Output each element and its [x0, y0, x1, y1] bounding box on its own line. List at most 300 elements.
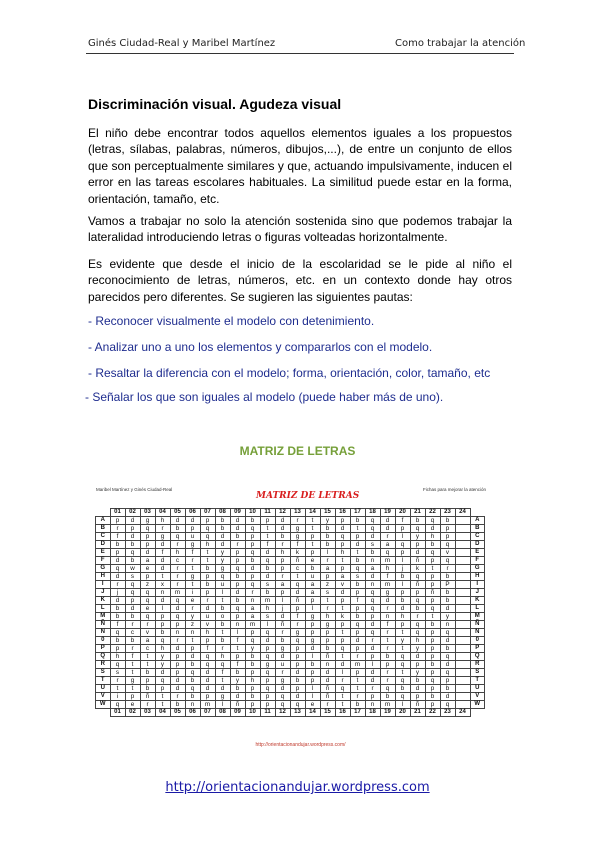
matrix-letter-cell: d — [110, 573, 125, 581]
matrix-letter-cell: s — [350, 573, 365, 581]
matrix-letter-cell: r — [110, 581, 125, 589]
matrix-letter-cell: d — [275, 517, 290, 525]
matrix-letter-cell: ñ — [425, 589, 440, 597]
matrix-column-label: 10 — [245, 709, 260, 717]
matrix-letter-cell: g — [305, 613, 320, 621]
matrix-letter-cell: g — [290, 629, 305, 637]
matrix-letter-cell — [455, 605, 470, 613]
matrix-letter-cell: q — [140, 589, 155, 597]
matrix-letter-cell: p — [410, 661, 425, 669]
matrix-letter-cell: b — [260, 565, 275, 573]
matrix-letter-cell: h — [245, 677, 260, 685]
matrix-letter-cell: q — [365, 517, 380, 525]
matrix-letter-cell: r — [245, 589, 260, 597]
matrix-letter-cell: t — [125, 661, 140, 669]
matrix-letter-cell: d — [155, 565, 170, 573]
matrix-row-label: N — [96, 629, 111, 637]
matrix-letter-cell: q — [125, 549, 140, 557]
matrix-letter-cell: s — [365, 541, 380, 549]
matrix-letter-cell: b — [230, 669, 245, 677]
matrix-row-label: Ñ — [470, 621, 485, 629]
matrix-letter-cell: j — [275, 605, 290, 613]
matrix-letter-cell: g — [275, 645, 290, 653]
matrix-letter-cell: t — [125, 669, 140, 677]
matrix-letter-cell: d — [275, 685, 290, 693]
matrix-letter-cell: b — [275, 637, 290, 645]
guideline-item: - Resaltar la diferencia con el modelo; forma, orientación, color, tamaño, etc — [88, 366, 491, 380]
matrix-row-label: U — [96, 685, 111, 693]
matrix-column-label: 05 — [170, 509, 185, 517]
matrix-letter-cell: d — [260, 573, 275, 581]
matrix-letter-cell: q — [200, 661, 215, 669]
matrix-letter-cell: ñ — [140, 693, 155, 701]
matrix-letter-cell: p — [230, 549, 245, 557]
matrix-letter-cell: s — [260, 613, 275, 621]
matrix-letter-cell: p — [350, 605, 365, 613]
matrix-letter-cell: r — [380, 677, 395, 685]
matrix-letter-cell: p — [185, 525, 200, 533]
matrix-letter-cell: p — [440, 533, 455, 541]
matrix-column-label: 21 — [410, 709, 425, 717]
matrix-letter-cell: f — [110, 533, 125, 541]
matrix-letter-cell: t — [335, 693, 350, 701]
matrix-letter-cell: g — [260, 661, 275, 669]
matrix-letter-cell: y — [215, 557, 230, 565]
matrix-letter-cell: ñ — [230, 701, 245, 709]
matrix-letter-cell: p — [260, 645, 275, 653]
matrix-letter-cell: p — [230, 613, 245, 621]
matrix-letter-cell: w — [125, 565, 140, 573]
matrix-letter-cell: n — [185, 629, 200, 637]
matrix-letter-cell: q — [185, 669, 200, 677]
matrix-row-label: I — [470, 581, 485, 589]
matrix-letter-cell: t — [320, 597, 335, 605]
matrix-column-label: 07 — [200, 709, 215, 717]
header-divider — [86, 53, 514, 54]
matrix-letter-cell: d — [200, 669, 215, 677]
matrix-letter-cell: P — [440, 581, 455, 589]
matrix-letter-cell: u — [215, 581, 230, 589]
matrix-letter-cell: q — [365, 525, 380, 533]
matrix-letter-cell: d — [230, 517, 245, 525]
matrix-column-label: 24 — [455, 509, 470, 517]
matrix-letter-cell: p — [440, 525, 455, 533]
matrix-letter-cell: f — [155, 549, 170, 557]
matrix-row-label: C — [470, 533, 485, 541]
matrix-letter-cell: d — [185, 653, 200, 661]
matrix-letter-cell: q — [440, 557, 455, 565]
matrix-letter-cell: r — [350, 693, 365, 701]
matrix-row-label: A — [96, 517, 111, 525]
matrix-letter-cell: q — [350, 565, 365, 573]
matrix-letter-cell: t — [290, 573, 305, 581]
matrix-letter-cell: r — [380, 629, 395, 637]
matrix-column-label: 17 — [350, 509, 365, 517]
matrix-letter-cell: d — [215, 541, 230, 549]
matrix-letter-cell: o — [215, 613, 230, 621]
matrix-letter-cell: g — [290, 533, 305, 541]
matrix-letter-cell: g — [305, 637, 320, 645]
matrix-letter-cell: r — [320, 557, 335, 565]
matrix-row — [96, 669, 485, 677]
matrix-letter-cell — [455, 581, 470, 589]
matrix-letter-cell: q — [110, 629, 125, 637]
matrix-letter-cell: r — [215, 645, 230, 653]
matrix-letter-cell: b — [230, 533, 245, 541]
matrix-letter-cell: d — [125, 605, 140, 613]
matrix-letter-cell: d — [230, 525, 245, 533]
matrix-letter-cell: d — [275, 525, 290, 533]
matrix-letter-cell: q — [395, 541, 410, 549]
matrix-letter-cell: q — [440, 701, 455, 709]
matrix-letter-cell: t — [185, 581, 200, 589]
matrix-letter-cell: y — [155, 661, 170, 669]
matrix-letter-cell: p — [410, 693, 425, 701]
matrix-letter-cell: q — [425, 605, 440, 613]
matrix-letter-cell: p — [125, 597, 140, 605]
matrix-letter-cell: f — [380, 573, 395, 581]
matrix-letter-cell: t — [335, 629, 350, 637]
matrix-letter-cell: b — [125, 541, 140, 549]
matrix-letter-cell: q — [215, 573, 230, 581]
matrix-letter-cell: p — [335, 541, 350, 549]
paragraph-intro: El niño debe encontrar todos aquellos elementos iguales a los propuestos (letras, sílabas, palabras, números, dibujos,...), de entre un conjunto de ellos que son perceptualmente similares y que, actuando impulsivamente, inducen el error en las tareas escolares habituales. La similitud puede estar en la forma, orientación, tamaño, etc. — [88, 126, 512, 206]
matrix-row-label: S — [96, 669, 111, 677]
matrix-letter-cell: z — [140, 581, 155, 589]
matrix-row-label: P — [470, 645, 485, 653]
matrix-letter-cell: r — [110, 677, 125, 685]
matrix-letter-cell: p — [140, 573, 155, 581]
matrix-letter-cell: l — [320, 549, 335, 557]
matrix-letter-cell — [455, 557, 470, 565]
matrix-letter-cell: b — [305, 565, 320, 573]
matrix-letter-cell: r — [290, 621, 305, 629]
matrix-letter-cell: p — [350, 645, 365, 653]
matrix-row — [96, 661, 485, 669]
matrix-letter-cell: b — [410, 517, 425, 525]
matrix-letter-cell: c — [290, 565, 305, 573]
matrix-letter-cell: t — [215, 629, 230, 637]
matrix-letter-cell: p — [350, 533, 365, 541]
matrix-row-label: H — [470, 573, 485, 581]
matrix-letter-cell: r — [170, 573, 185, 581]
matrix-letter-cell: v — [440, 549, 455, 557]
matrix-letter-cell: y — [410, 533, 425, 541]
matrix-letter-cell: ñ — [320, 693, 335, 701]
matrix-letter-cell: h — [410, 637, 425, 645]
matrix-letter-cell: e — [185, 597, 200, 605]
matrix-letter-cell: a — [305, 589, 320, 597]
matrix-letter-cell: p — [290, 605, 305, 613]
matrix-row — [96, 685, 485, 693]
matrix-letter-cell: p — [350, 589, 365, 597]
matrix-row — [96, 629, 485, 637]
matrix-letter-cell: t — [395, 669, 410, 677]
matrix-letter-cell: p — [125, 525, 140, 533]
matrix-row-label: T — [470, 677, 485, 685]
matrix-letter-cell: b — [440, 517, 455, 525]
matrix-letter-cell: q — [290, 637, 305, 645]
matrix-letter-cell: p — [365, 693, 380, 701]
matrix-letter-cell: q — [200, 533, 215, 541]
matrix-letter-cell: d — [335, 589, 350, 597]
matrix-letter-cell: q — [245, 637, 260, 645]
matrix-letter-cell: t — [230, 645, 245, 653]
matrix-letter-cell: a — [140, 637, 155, 645]
matrix-letter-cell: p — [290, 661, 305, 669]
matrix-letter-cell: d — [365, 573, 380, 581]
matrix-letter-cell: p — [335, 517, 350, 525]
matrix-letter-cell: b — [350, 581, 365, 589]
matrix-letter-cell: e — [140, 605, 155, 613]
matrix-letter-cell: l — [305, 605, 320, 613]
matrix-row-label: V — [96, 693, 111, 701]
matrix-letter-cell: y — [320, 517, 335, 525]
matrix-letter-cell: b — [215, 637, 230, 645]
worksheet-url: http://orientacionandujar.wordpress.com/ — [255, 742, 346, 748]
matrix-row-label: R — [470, 661, 485, 669]
matrix-letter-cell: v — [140, 629, 155, 637]
matrix-column-label: 05 — [170, 709, 185, 717]
matrix-letter-cell: p — [200, 637, 215, 645]
matrix-letter-cell: q — [260, 669, 275, 677]
matrix-letter-cell: f — [110, 621, 125, 629]
matrix-letter-cell: b — [365, 549, 380, 557]
matrix-row-label: H — [96, 573, 111, 581]
section-title: Discriminación visual. Agudeza visual — [88, 96, 342, 112]
worksheet-title: MATRIZ DE LETRAS — [256, 491, 360, 501]
matrix-letter-cell: l — [275, 597, 290, 605]
matrix-letter-cell: h — [170, 549, 185, 557]
matrix-letter-cell — [455, 653, 470, 661]
matrix-letter-cell: p — [170, 653, 185, 661]
matrix-letter-cell: q — [425, 677, 440, 685]
matrix-column-label: 12 — [275, 509, 290, 517]
matrix-row-label: C — [96, 533, 111, 541]
matrix-letter-cell: b — [230, 573, 245, 581]
matrix-letter-cell: b — [245, 653, 260, 661]
matrix-letter-cell: p — [425, 637, 440, 645]
matrix-letter-cell: d — [170, 677, 185, 685]
matrix-letter-cell: d — [155, 669, 170, 677]
matrix-letter-cell: y — [410, 669, 425, 677]
matrix-row-label: B — [96, 525, 111, 533]
matrix-letter-cell: ñ — [275, 621, 290, 629]
matrix-letter-cell: ñ — [320, 685, 335, 693]
matrix-corner — [96, 509, 111, 517]
matrix-column-label: 24 — [455, 709, 470, 717]
matrix-row-label: M — [470, 613, 485, 621]
matrix-letter-cell: q — [410, 629, 425, 637]
matrix-letter-cell: b — [110, 541, 125, 549]
matrix-letter-cell: p — [170, 621, 185, 629]
matrix-letter-cell: p — [335, 621, 350, 629]
matrix-letter-cell: t — [425, 565, 440, 573]
matrix-letter-cell: p — [395, 589, 410, 597]
matrix-letter-cell: b — [125, 637, 140, 645]
matrix-column-label: 17 — [350, 709, 365, 717]
matrix-column-label: 19 — [380, 709, 395, 717]
matrix-letter-cell: d — [440, 693, 455, 701]
matrix-letter-cell: l — [395, 557, 410, 565]
matrix-letter-cell: g — [275, 677, 290, 685]
matrix-letter-cell: b — [440, 645, 455, 653]
matrix-letter-cell: p — [365, 613, 380, 621]
matrix-letter-cell: g — [185, 573, 200, 581]
matrix-letter-cell: f — [200, 645, 215, 653]
matrix-letter-cell: t — [425, 613, 440, 621]
matrix-letter-cell: d — [140, 549, 155, 557]
matrix-row-label: D — [96, 541, 111, 549]
matrix-row-label: L — [470, 605, 485, 613]
matrix-row — [96, 693, 485, 701]
matrix-letter-cell: r — [275, 573, 290, 581]
matrix-letter-cell: ñ — [410, 557, 425, 565]
matrix-letter-cell: b — [125, 613, 140, 621]
matrix-letter-cell: r — [275, 541, 290, 549]
matrix-letter-cell: q — [245, 549, 260, 557]
matrix-letter-cell: b — [350, 701, 365, 709]
matrix-letter-cell: e — [140, 565, 155, 573]
matrix-letter-cell: b — [380, 653, 395, 661]
matrix-letter-cell: p — [320, 629, 335, 637]
matrix-letter-cell: p — [335, 565, 350, 573]
matrix-letter-cell: g — [185, 541, 200, 549]
matrix-row — [96, 621, 485, 629]
matrix-column-label: 23 — [440, 709, 455, 717]
matrix-letter-cell: t — [110, 685, 125, 693]
matrix-letter-cell: d — [170, 605, 185, 613]
matrix-letter-cell: ñ — [320, 653, 335, 661]
matrix-column-label: 08 — [215, 709, 230, 717]
matrix-letter-cell: b — [110, 605, 125, 613]
matrix-letter-cell: q — [110, 661, 125, 669]
matrix-letter-cell: p — [335, 637, 350, 645]
matrix-letter-cell: f — [380, 621, 395, 629]
matrix-letter-cell: g — [140, 517, 155, 525]
matrix-letter-cell: a — [320, 565, 335, 573]
matrix-row-label: V — [470, 693, 485, 701]
matrix-letter-cell: e — [305, 701, 320, 709]
matrix-row-label: I — [96, 581, 111, 589]
matrix-letter-cell: d — [290, 669, 305, 677]
matrix-column-label: 15 — [320, 709, 335, 717]
matrix-letter-cell: p — [260, 677, 275, 685]
matrix-row-label: Q — [470, 653, 485, 661]
matrix-letter-cell: q — [410, 597, 425, 605]
matrix-letter-cell: r — [380, 669, 395, 677]
matrix-row-label: B — [470, 525, 485, 533]
matrix-letter-cell: r — [380, 533, 395, 541]
matrix-letter-cell: ñ — [290, 557, 305, 565]
matrix-letter-cell: r — [365, 685, 380, 693]
matrix-letter-cell: c — [140, 645, 155, 653]
matrix-letter-cell: s — [260, 581, 275, 589]
matrix-letter-cell: z — [185, 621, 200, 629]
matrix-letter-cell: t — [350, 677, 365, 685]
matrix-letter-cell: p — [140, 533, 155, 541]
guideline-item: - Reconocer visualmente el modelo con detenimiento. — [88, 314, 375, 328]
matrix-row-label: U — [470, 685, 485, 693]
matrix-letter-cell: p — [260, 693, 275, 701]
matrix-letter-cell: q — [365, 589, 380, 597]
matrix-letter-cell: b — [185, 693, 200, 701]
matrix-letter-cell — [455, 693, 470, 701]
matrix-letter-cell: r — [320, 605, 335, 613]
matrix-letter-cell: a — [275, 581, 290, 589]
matrix-letter-cell: p — [410, 589, 425, 597]
matrix-letter-cell — [455, 589, 470, 597]
matrix-letter-cell: q — [155, 677, 170, 685]
matrix-letter-cell: h — [380, 565, 395, 573]
matrix-letter-cell: b — [410, 677, 425, 685]
matrix-letter-cell: h — [200, 629, 215, 637]
matrix-letter-cell: k — [290, 549, 305, 557]
matrix-letter-cell: n — [185, 701, 200, 709]
matrix-letter-cell: q — [230, 565, 245, 573]
matrix-letter-cell: d — [170, 685, 185, 693]
matrix-letter-cell — [455, 685, 470, 693]
matrix-letter-cell: f — [395, 517, 410, 525]
matrix-row — [96, 645, 485, 653]
matrix-letter-cell: y — [245, 645, 260, 653]
matrix-row — [96, 533, 485, 541]
matrix-letter-cell: d — [155, 597, 170, 605]
matrix-letter-cell: d — [230, 589, 245, 597]
matrix-letter-cell — [455, 549, 470, 557]
matrix-letter-cell: t — [305, 541, 320, 549]
matrix-letter-cell: p — [260, 701, 275, 709]
matrix-letter-cell: a — [365, 565, 380, 573]
matrix-letter-cell: l — [155, 605, 170, 613]
matrix-column-label: 03 — [140, 509, 155, 517]
matrix-letter-cell: q — [275, 693, 290, 701]
matrix-letter-cell: f — [230, 637, 245, 645]
matrix-letter-cell: q — [275, 701, 290, 709]
matrix-letter-cell: d — [365, 645, 380, 653]
matrix-letter-cell: q — [245, 525, 260, 533]
matrix-letter-cell: p — [395, 525, 410, 533]
matrix-letter-cell: g — [215, 565, 230, 573]
matrix-letter-cell: p — [290, 685, 305, 693]
matrix-letter-cell: q — [140, 613, 155, 621]
matrix-letter-cell: p — [425, 557, 440, 565]
paragraph-guidelines: Es evidente que desde el inicio de la escolaridad se le pide al niño el reconocimiento de letras, números, etc. en un contexto donde hay otros parecidos pero diferentes. Se sugieren las siguientes pautas: — [88, 257, 512, 304]
matrix-letter-cell: p — [380, 661, 395, 669]
matrix-corner — [470, 509, 485, 517]
matrix-letter-cell: t — [350, 549, 365, 557]
matrix-letter-cell: p — [275, 589, 290, 597]
matrix-letter-cell: h — [395, 613, 410, 621]
matrix-row — [96, 557, 485, 565]
matrix-letter-cell: b — [410, 605, 425, 613]
matrix-letter-cell: i — [110, 693, 125, 701]
matrix-letter-cell: d — [200, 605, 215, 613]
matrix-letter-cell: b — [110, 637, 125, 645]
matrix-letter-cell: b — [125, 557, 140, 565]
matrix-letter-cell: q — [200, 525, 215, 533]
matrix-letter-cell: d — [395, 605, 410, 613]
matrix-row-label: J — [470, 589, 485, 597]
matrix-letter-cell: b — [245, 557, 260, 565]
matrix-letter-cell: q — [395, 693, 410, 701]
footer-link[interactable]: http://orientacionandujar.wordpress.com — [165, 780, 430, 795]
matrix-letter-cell: b — [395, 573, 410, 581]
matrix-letter-cell: d — [260, 549, 275, 557]
matrix-letter-cell: t — [305, 517, 320, 525]
matrix-letter-cell: t — [200, 549, 215, 557]
matrix-letter-cell: g — [215, 693, 230, 701]
